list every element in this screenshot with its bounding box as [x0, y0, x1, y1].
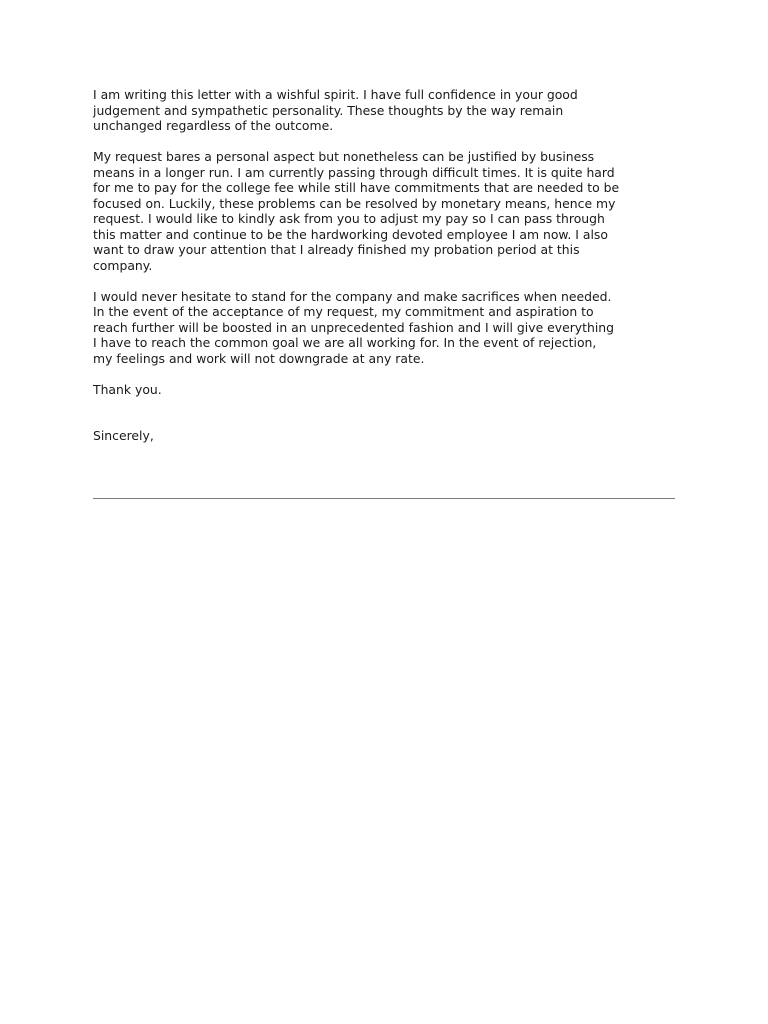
text-line: I am writing this letter with a wishful spirit. I have full confidence in your good — [93, 87, 578, 102]
text-line: my feelings and work will not downgrade at any rate. — [93, 350, 425, 366]
text-line: focused on. Luckily, these problems can be resolved by monetary means, hence my — [93, 195, 616, 211]
text-line: reach further will be boosted in an unprecedented fashion and I will give everything — [93, 319, 615, 335]
text-line: for me to pay for the college fee while still have commitments that are needed to be — [93, 180, 620, 195]
text-line: want to draw your attention that I already finished my probation period at this — [93, 242, 580, 257]
text-line: unchanged regardless of the outcome. — [93, 118, 334, 133]
text-line: this matter and continue to be the hardworking devoted employee I am now. I also — [93, 226, 608, 242]
text-line: judgement and sympathetic personality. These thoughts by the way remain — [93, 102, 564, 118]
text-line: request. I would like to kindly ask from you to adjust my pay so I can pass through — [93, 211, 605, 226]
paragraph-commitment — [93, 289, 693, 367]
text-line: means in a longer run. I am currently passing through difficult times. It is quite hard — [93, 164, 615, 180]
thanks-line: Thank you. — [93, 381, 162, 397]
paragraph-request — [93, 149, 693, 273]
text-line: My request bares a personal aspect but nonetheless can be justified by business — [93, 149, 595, 164]
signature-line — [93, 498, 675, 499]
letter-body — [93, 87, 693, 444]
text-line: company. — [93, 257, 153, 273]
text-line: I would never hesitate to stand for the company and make sacrifices when needed. — [93, 288, 612, 304]
text-line: In the event of the acceptance of my request, my commitment and aspiration to — [93, 304, 594, 319]
closing-line: Sincerely, — [93, 428, 154, 443]
text-line: I have to reach the common goal we are all working for. In the event of rejection, — [93, 335, 597, 350]
paragraph-intro — [93, 87, 693, 134]
